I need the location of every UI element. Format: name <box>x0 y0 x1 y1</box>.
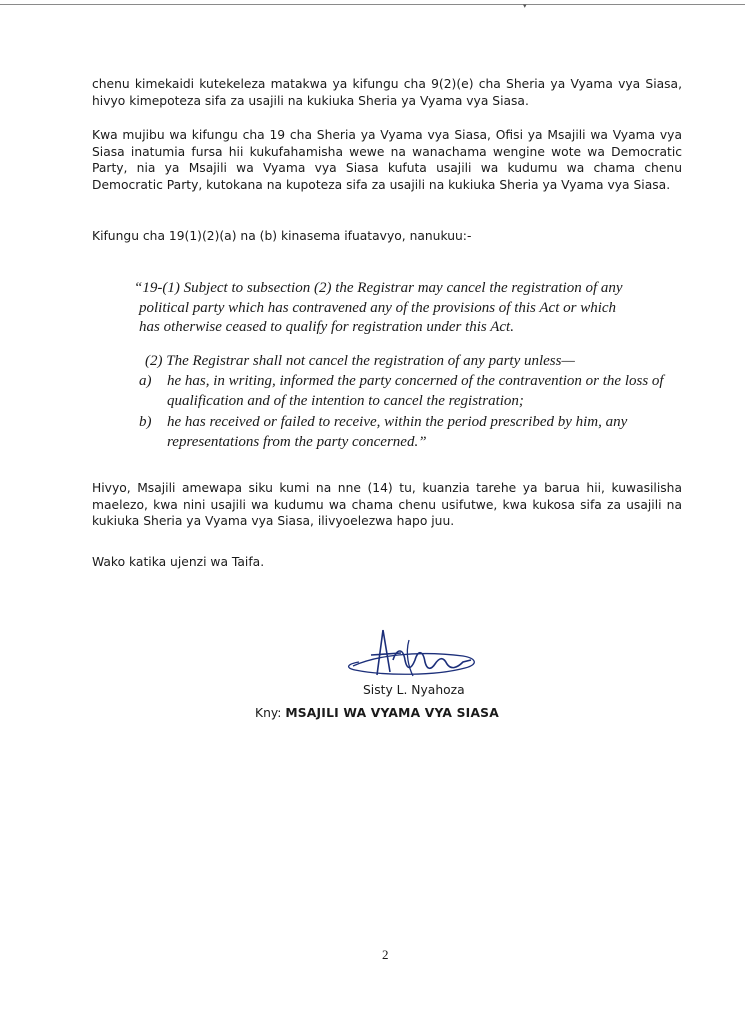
paragraph-3: Kifungu cha 19(1)(2)(a) na (b) kinasema ifuatavyo, nanukuu:- <box>92 229 472 243</box>
quote-subsection-1: “19-(1) Subject to subsection (2) the Registrar may cancel the registration of any political party which has contravened any of the provisions of this Act or which has otherwise ceased to qualify for registration under this Act. <box>134 280 623 335</box>
signatory-title-line <box>255 706 499 720</box>
quote-item-a-text: he has, in writing, informed the party concerned of the contravention or the loss of qualification and of the intention to cancel the registration; <box>167 373 664 409</box>
paragraph-1: chenu kimekaidi kutekeleza matakwa ya kifungu cha 9(2)(e) cha Sheria ya Vyama vya Siasa, hivyo kimepoteza sifa za usajili na kukiuka Sheria ya Vyama vya Siasa. <box>92 77 682 108</box>
paragraph-2: Kwa mujibu wa kifungu cha 19 cha Sheria ya Vyama vya Siasa, Ofisi ya Msajili wa Vyama vya Siasa inatumia fursa hii kukufahamisha wewe na wanachama wengine wote wa Democratic Party, nia ya Msajili wa Vyama vya Siasa kufuta usajili wa kudumu wa chama chenu Democratic Party, kutokana na kupoteza sifa za usajili na kukiuka Sheria ya Vyama vya Siasa. <box>92 128 682 192</box>
paragraph-4: Hivyo, Msajili amewapa siku kumi na nne (14) tu, kuanzia tarehe ya barua hii, kuwasilisha maelezo, kwa nini usajili wa kudumu wa chama chenu usifutwe, kwa kukosa sifa za usajili na kukiuka Sheria ya Vyama vya Siasa, ilivyoelezwa hapo juu. <box>92 481 682 528</box>
page-top-rule <box>0 4 745 5</box>
quote-item-b-text: he has received or failed to receive, within the period prescribed by him, any representations from the party concerned.” <box>167 414 628 450</box>
signatory-prefix: Kny: <box>255 706 282 720</box>
closing-line: Wako katika ujenzi wa Taifa. <box>92 555 265 569</box>
quote-item-a-marker: a) <box>139 373 152 389</box>
quote-item-b-marker: b) <box>139 414 152 430</box>
quote-subsection-2: (2) The Registrar shall not cancel the registration of any party unless— <box>145 353 575 369</box>
signatory-name: Sisty L. Nyahoza <box>363 683 465 697</box>
handwritten-signature <box>335 620 485 682</box>
scan-mark: ▾ <box>523 2 527 10</box>
page-number: 2 <box>382 947 389 962</box>
signatory-title: MSAJILI WA VYAMA VYA SIASA <box>285 706 499 720</box>
